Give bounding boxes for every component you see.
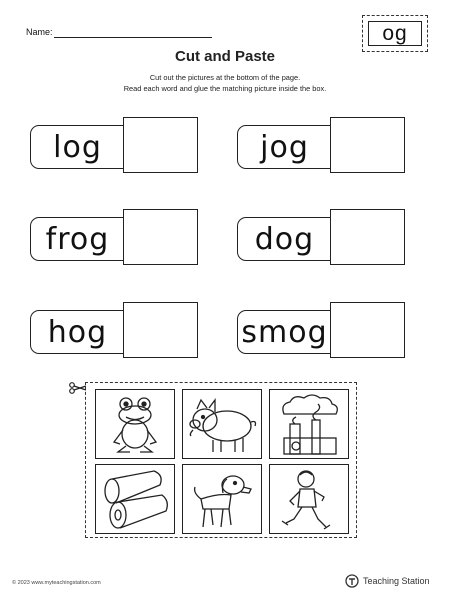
picture-card-jog[interactable] <box>269 464 349 534</box>
glue-box[interactable] <box>123 117 198 173</box>
name-line[interactable] <box>54 37 212 38</box>
log-icon <box>96 465 175 534</box>
word-label: frog <box>30 217 125 261</box>
teaching-station-logo-icon <box>345 574 359 588</box>
word-label: jog <box>237 125 332 169</box>
word-card-hog <box>30 302 198 358</box>
word-card-log <box>30 117 198 173</box>
word-family-badge <box>362 15 428 52</box>
word-label: hog <box>30 310 125 354</box>
word-label: smog <box>237 310 332 354</box>
hog-icon <box>183 390 262 459</box>
copyright-text: © 2023 www.myteachingstation.com <box>12 580 101 586</box>
word-label: dog <box>237 217 332 261</box>
word-card-jog <box>237 117 405 173</box>
picture-card-smog[interactable] <box>269 389 349 459</box>
frog-icon <box>96 390 175 459</box>
glue-box[interactable] <box>123 209 198 265</box>
instruction-line-1: Cut out the pictures at the bottom of the page. <box>149 73 301 82</box>
glue-box[interactable] <box>123 302 198 358</box>
word-card-frog <box>30 209 198 265</box>
word-card-dog <box>237 209 405 265</box>
picture-card-frog[interactable] <box>95 389 175 459</box>
page-title: Cut and Paste <box>174 48 276 65</box>
instruction-line-2: Read each word and glue the matching picture inside the box. <box>123 84 327 93</box>
word-family-text: og <box>368 21 422 46</box>
name-label: Name: <box>26 27 53 37</box>
picture-card-log[interactable] <box>95 464 175 534</box>
glue-box[interactable] <box>330 209 405 265</box>
picture-card-hog[interactable] <box>182 389 262 459</box>
brand-name: Teaching Station <box>363 576 430 586</box>
glue-box[interactable] <box>330 117 405 173</box>
smog-icon <box>270 390 349 459</box>
picture-card-dog[interactable] <box>182 464 262 534</box>
word-card-smog <box>237 302 405 358</box>
dog-icon <box>183 465 262 534</box>
glue-box[interactable] <box>330 302 405 358</box>
word-label: log <box>30 125 125 169</box>
jogging-boy-icon <box>270 465 349 534</box>
